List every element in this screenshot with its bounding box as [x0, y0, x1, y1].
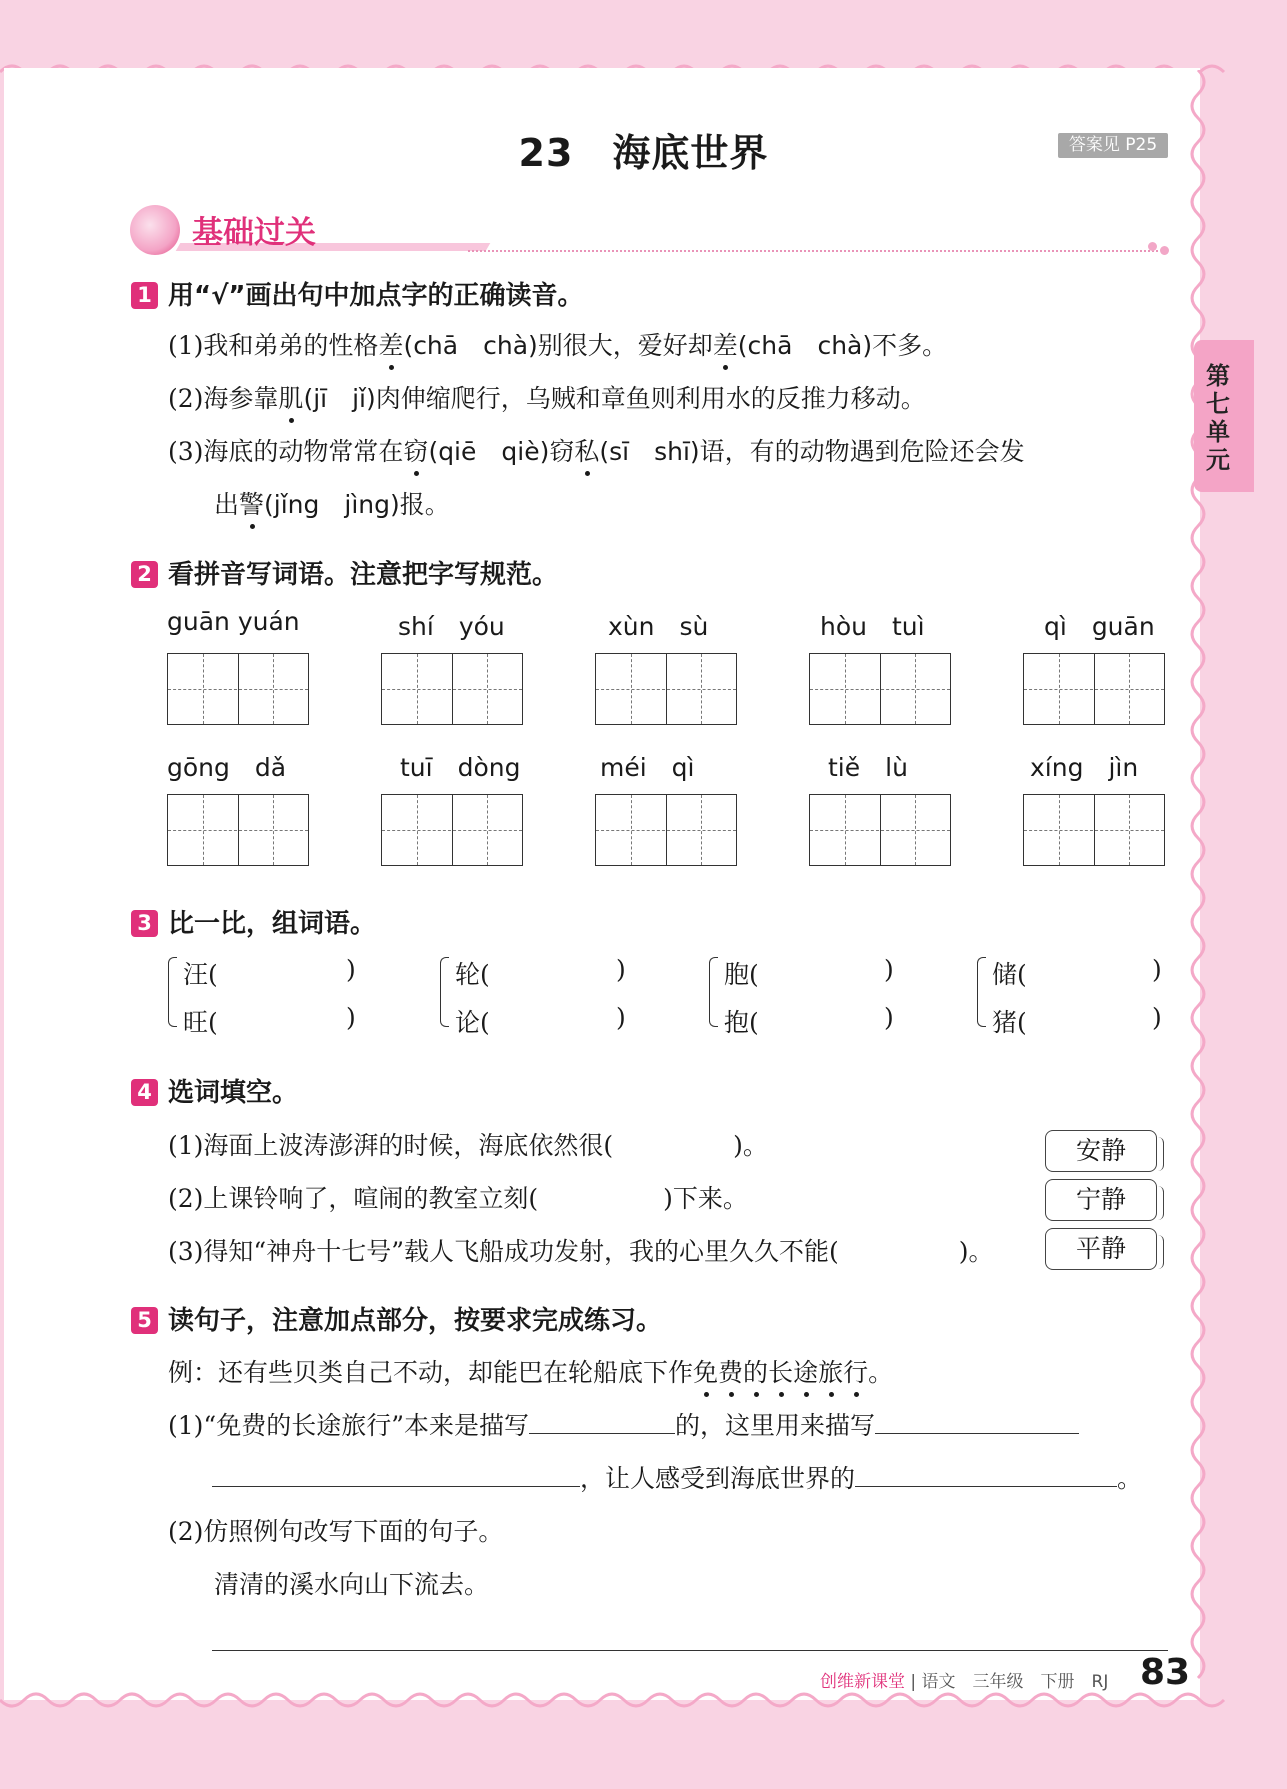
q5-part-1 [168, 1406, 1079, 1442]
close-paren: ) [1152, 955, 1162, 984]
question-2-heading [131, 554, 558, 591]
text: )。 [958, 1237, 994, 1266]
writing-grid[interactable] [167, 653, 309, 725]
text: 例：还有些贝类自己不动，却能巴在轮船底下作 [168, 1358, 694, 1387]
dotted-char: 途 [793, 1353, 818, 1389]
dotted-char: 的 [743, 1353, 768, 1389]
text: 报。 [399, 490, 450, 519]
dotted-char: 差 [378, 326, 403, 362]
section-title: 基础过关 [192, 215, 316, 251]
text: (3)得知“神舟十七号”载人飞船成功发射，我的心里久久不能( [168, 1237, 839, 1266]
text: (1)我和弟弟的性格 [168, 331, 379, 360]
word-option[interactable]: 安静 [1045, 1130, 1157, 1172]
question-1-prompt: 用“√”画出句中加点字的正确读音。 [168, 281, 584, 311]
pinyin-choice[interactable]: (sī shī) [599, 437, 700, 466]
q5-part-2-sentence: 清清的溪水向山下流去。 [214, 1570, 490, 1599]
text: (2)上课铃响了，喧闹的教室立刻( [168, 1184, 539, 1213]
close-paren: ) [616, 1003, 626, 1032]
question-number-badge: 5 [131, 1307, 158, 1334]
word-pair-bottom: 旺( [183, 1008, 218, 1037]
dotted-char: 私 [574, 432, 599, 468]
answer-reference-badge: 答案见 P25 [1058, 133, 1168, 158]
question-number-badge: 4 [131, 1079, 158, 1106]
pinyin-label: hòu tuì [820, 612, 925, 641]
dotted-char: 长 [768, 1353, 793, 1389]
text: 。 [1117, 1464, 1143, 1493]
text: 语，有的动物遇到危险还会发 [699, 437, 1025, 466]
question-number-badge: 3 [131, 910, 158, 937]
word-option[interactable]: 宁静 [1045, 1179, 1157, 1221]
answer-line[interactable] [212, 1650, 1168, 1651]
brand-name: 创维新课堂 [820, 1672, 905, 1692]
pinyin-label: gōng dǎ [167, 753, 287, 782]
wavy-border-bottom [0, 1690, 1230, 1714]
text: )下来。 [663, 1184, 748, 1213]
answer-blank[interactable] [212, 1460, 580, 1487]
word-pair-top: 轮( [455, 960, 490, 989]
pinyin-choice[interactable]: (chā chà) [403, 331, 538, 360]
question-number-badge: 1 [131, 282, 158, 309]
pinyin-label: shí yóu [398, 612, 505, 641]
section-dotted-line [468, 250, 1158, 252]
text: 出 [214, 490, 240, 519]
writing-grid[interactable] [809, 794, 951, 866]
text: 别很大，爱好却 [537, 331, 713, 360]
text: 的，这里用来描写 [674, 1411, 875, 1440]
dotted-char: 行 [843, 1353, 868, 1389]
question-2-prompt: 看拼音写词语。注意把字写规范。 [168, 560, 559, 590]
question-1-heading [131, 275, 584, 312]
close-paren: ) [1152, 1003, 1162, 1032]
footer-info [820, 1667, 1108, 1692]
pinyin-label: tuī dòng [400, 753, 521, 782]
close-paren: ) [884, 955, 894, 984]
pinyin-choice[interactable]: (qiē qiè) [428, 437, 550, 466]
question-4-prompt: 选词填空。 [168, 1078, 299, 1108]
book-info: | 语文 三年级 下册 RJ [905, 1672, 1109, 1692]
dotted-char: 窃 [403, 432, 428, 468]
text: (1)海面上波涛澎湃的时候，海底依然很( [168, 1131, 614, 1160]
question-3-heading [131, 903, 376, 940]
brace [709, 957, 718, 1027]
writing-grid[interactable] [381, 794, 523, 866]
dotted-char: 肌 [278, 379, 303, 415]
decor-dot [1160, 246, 1169, 255]
q1-item-1 [168, 326, 947, 362]
text: (2)海参靠 [168, 384, 279, 413]
q1-item-3 [168, 432, 1025, 468]
wavy-border-right [1188, 70, 1212, 1700]
text: (1)“免费的长途旅行”本来是描写 [168, 1411, 529, 1440]
word-pair-bottom: 抱( [724, 1008, 759, 1037]
writing-grid[interactable] [1023, 794, 1165, 866]
writing-grid[interactable] [381, 653, 523, 725]
dotted-char: 差 [713, 326, 738, 362]
brace [168, 957, 177, 1027]
dotted-char: 警 [239, 485, 264, 521]
text: 肉伸缩爬行，乌贼和章鱼则利用水的反推力移动。 [375, 384, 926, 413]
q1-item-3-cont [214, 485, 450, 521]
answer-blank[interactable] [875, 1407, 1079, 1434]
q4-sentence-2 [168, 1179, 748, 1215]
text: (3)海底的动物常常在 [168, 437, 404, 466]
dotted-char: 免 [693, 1353, 718, 1389]
q4-sentence-1 [168, 1126, 768, 1162]
dotted-char: 费 [718, 1353, 743, 1389]
q5-example [168, 1353, 893, 1389]
pinyin-choice[interactable]: (jī jǐ) [303, 384, 376, 413]
writing-grid[interactable] [595, 794, 737, 866]
pinyin-label: xíng jìn [1030, 753, 1139, 782]
question-4-heading [131, 1072, 298, 1109]
question-3-prompt: 比一比，组词语。 [168, 909, 377, 939]
word-pair-bottom: 猪( [992, 1008, 1027, 1037]
q1-item-2 [168, 379, 926, 415]
word-pair-top: 胞( [724, 960, 759, 989]
close-paren: ) [346, 1003, 356, 1032]
text: 不多。 [872, 331, 948, 360]
page-number: 83 [1140, 1652, 1191, 1693]
worksheet-paper [4, 68, 1200, 1700]
text: )。 [733, 1131, 768, 1160]
section-header [128, 205, 1173, 255]
q4-sentence-3 [168, 1232, 994, 1268]
writing-grid[interactable] [595, 653, 737, 725]
writing-grid[interactable] [809, 653, 951, 725]
pinyin-choice[interactable]: (chā chà) [737, 331, 873, 360]
close-paren: ) [616, 955, 626, 984]
text: ，让人感受到海底世界的 [580, 1464, 856, 1493]
close-paren: ) [884, 1003, 894, 1032]
writing-grid[interactable] [1023, 653, 1165, 725]
q5-part-1-cont [212, 1459, 1142, 1495]
close-paren: ) [346, 955, 356, 984]
word-pair-top: 汪( [183, 960, 218, 989]
question-5-prompt: 读句子，注意加点部分，按要求完成练习。 [168, 1306, 663, 1336]
pinyin-label: xùn sù [608, 612, 709, 641]
brace [440, 957, 449, 1027]
question-number-badge: 2 [131, 561, 158, 588]
unit-side-tab-label: 第七单元 [1206, 362, 1230, 474]
writing-grid[interactable] [167, 794, 309, 866]
dotted-char: 旅 [818, 1353, 843, 1389]
word-pair-top: 储( [992, 960, 1027, 989]
word-pair-bottom: 论( [455, 1008, 490, 1037]
q5-part-2: (2)仿照例句改写下面的句子。 [168, 1517, 504, 1546]
mascot-icon [130, 205, 180, 255]
word-option[interactable]: 平静 [1045, 1228, 1157, 1270]
answer-blank[interactable] [529, 1407, 675, 1434]
pinyin-label: tiě lù [828, 753, 908, 782]
pinyin-label: méi qì [600, 753, 695, 782]
pinyin-label: guān yuán [167, 607, 300, 636]
decor-dot [1148, 242, 1157, 251]
lesson-title: 23 海底世界 [518, 131, 769, 175]
pinyin-label: qì guān [1044, 612, 1155, 641]
dotted-phrase [693, 1358, 868, 1387]
pinyin-choice[interactable]: (jǐng jìng) [264, 490, 400, 519]
brace [977, 957, 986, 1027]
answer-blank[interactable] [855, 1460, 1117, 1487]
text: 窃 [549, 437, 575, 466]
question-5-heading [131, 1300, 662, 1337]
text: 。 [868, 1358, 894, 1387]
